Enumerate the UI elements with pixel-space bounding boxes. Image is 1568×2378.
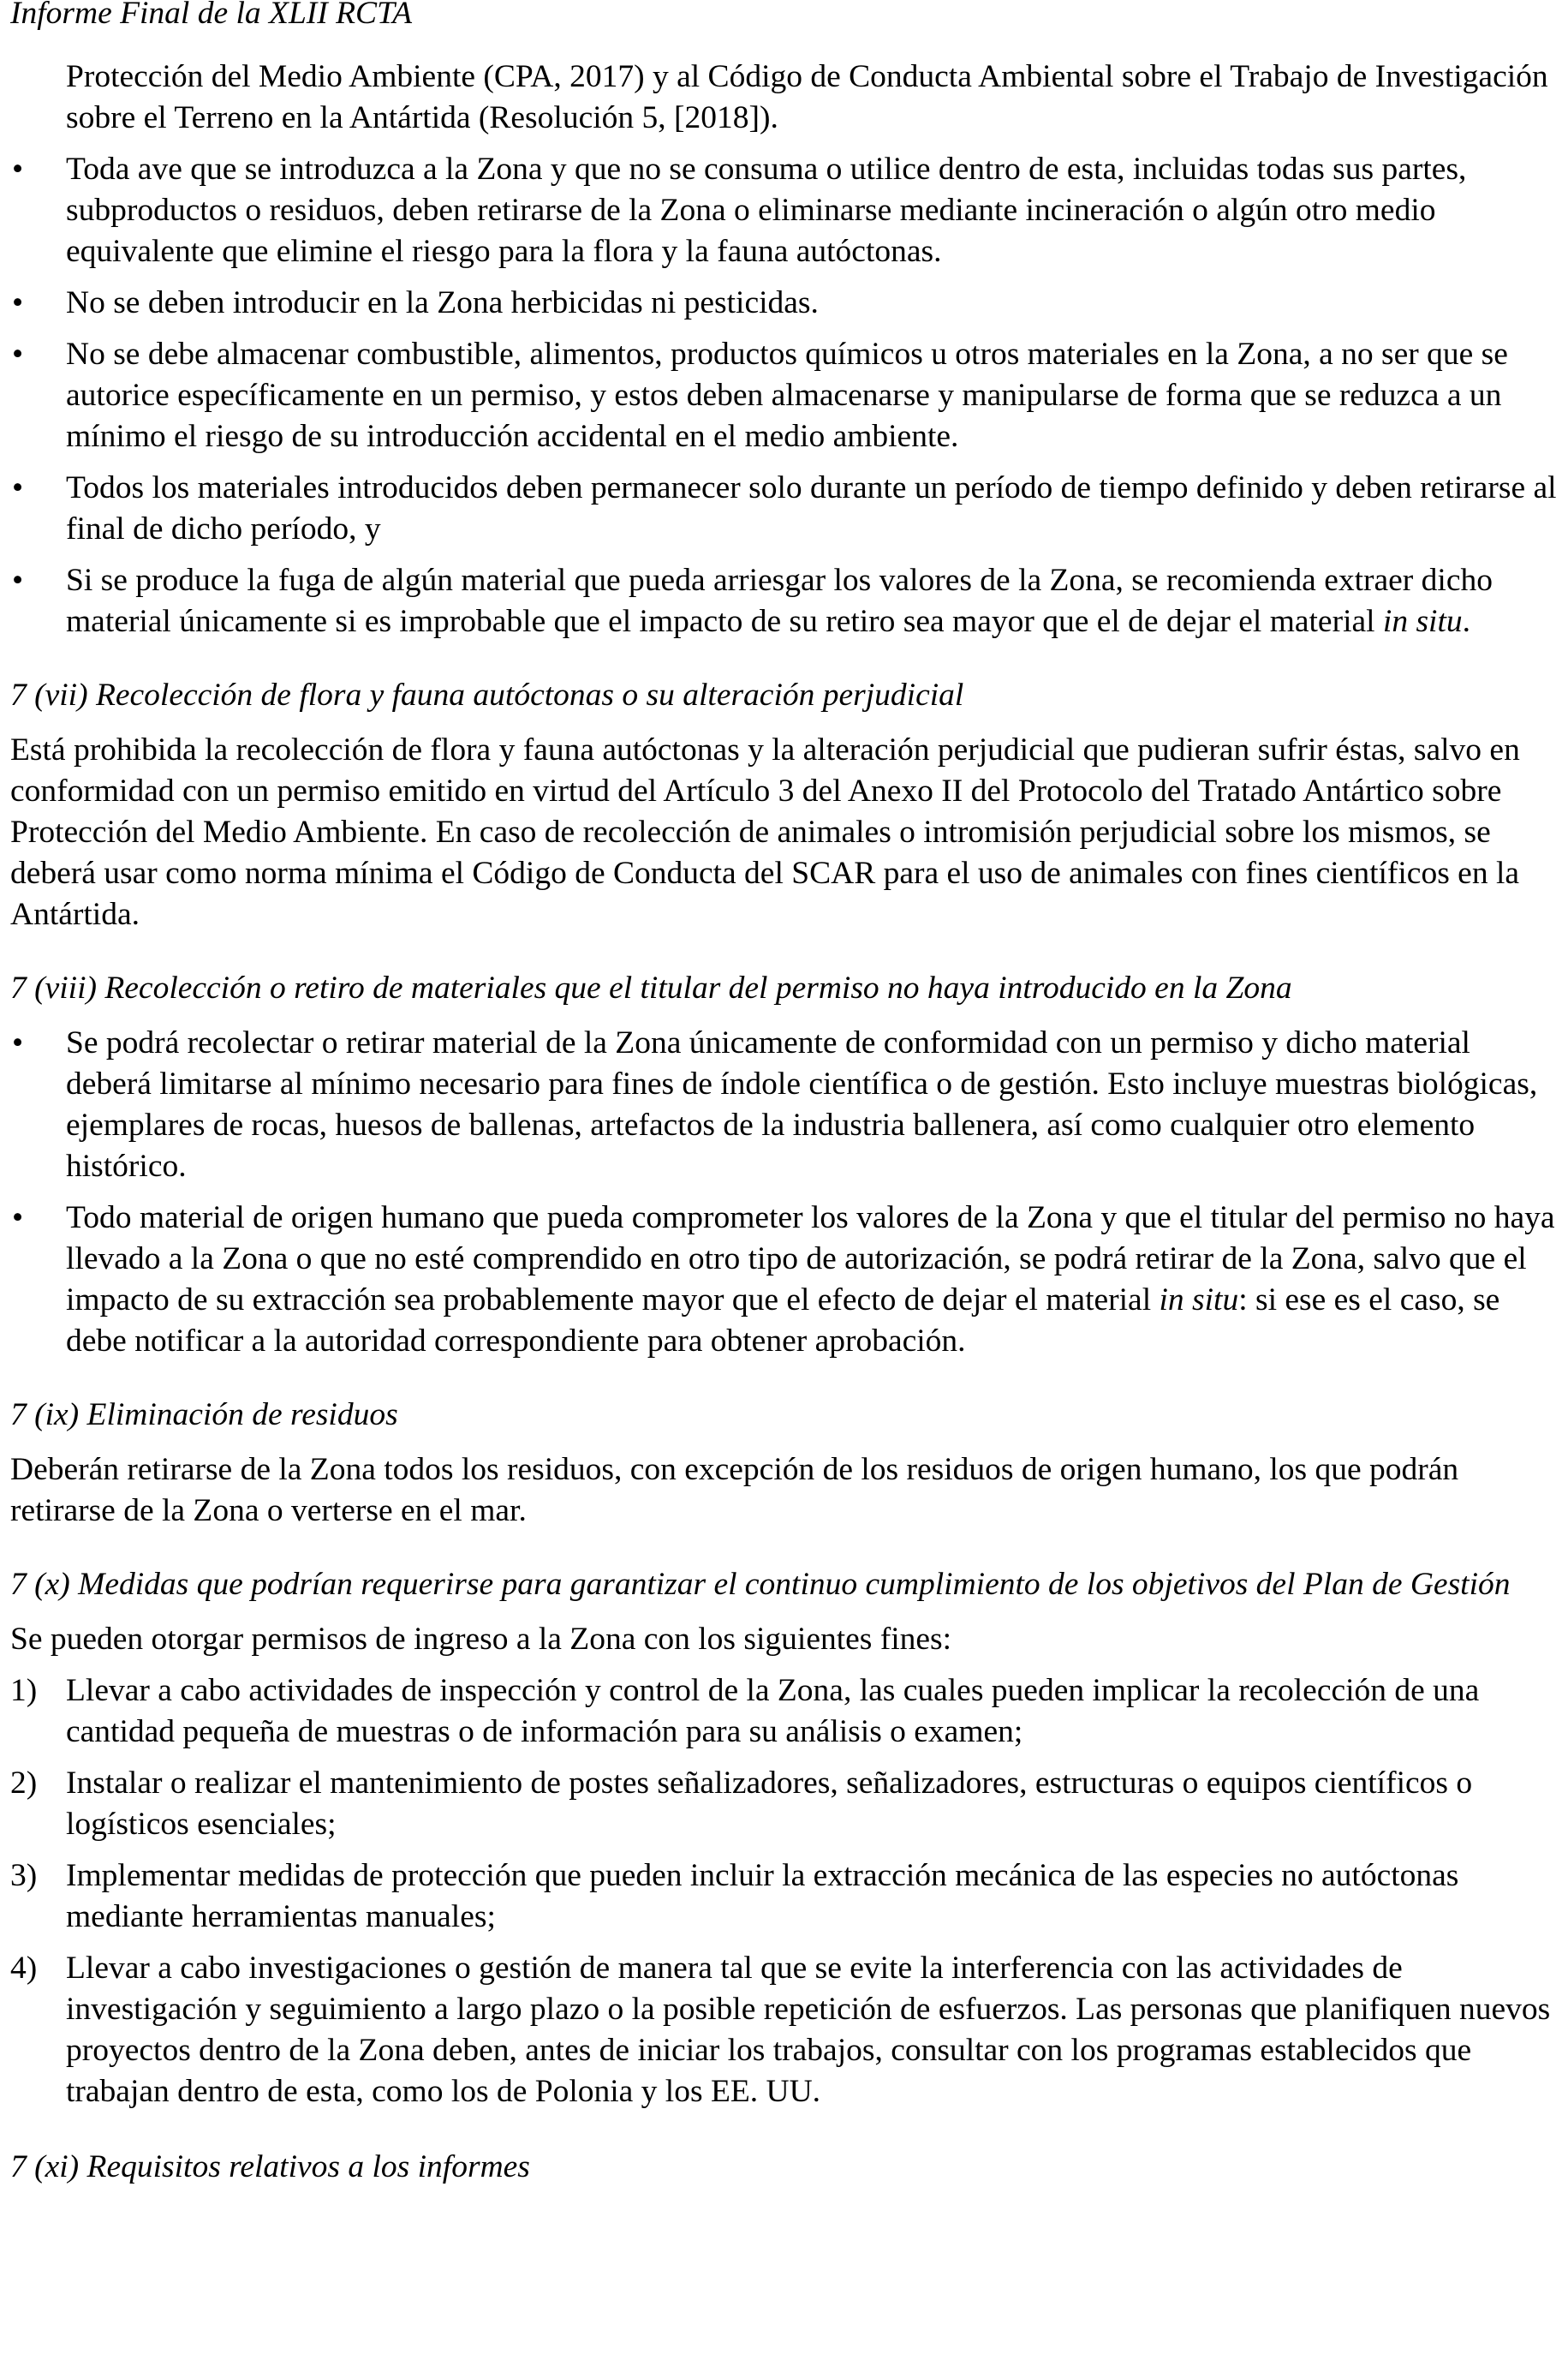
item-text: Llevar a cabo investigaciones o gestión de manera tal que se evite la interferencia con las actividades de investigación y seguimiento a largo plazo o la posible repetición de esfuerzos. Las personas que planifiquen nuevos proyectos dentro de la Zona deben, antes de iniciar los trabajos, consultar con los programas establecidos que trabajan dentro de esta, como los de Polonia y los EE. UU.	[66, 1951, 1551, 2109]
bullet-item: • Se podrá recolectar o retirar material de la Zona únicamente de conformidad con un permiso y dicho material deberá limitarse al mínimo necesario para fines de índole científica o de gestión. Esto incluye muestras biológicas, ejemplares de rocas, huesos de ballenas, artefactos de la industria ballenera, así como cualquier otro elemento histórico.	[10, 1023, 1560, 1187]
section-x-intro: Se pueden otorgar permisos de ingreso a la Zona con los siguientes fines:	[10, 1622, 952, 1657]
item-text: Llevar a cabo actividades de inspección y control de la Zona, las cuales pueden implicar la recolección de una cantidad pequeña de muestras o de información para su análisis o examen;	[66, 1673, 1480, 1749]
item-number: 4)	[10, 1951, 38, 1986]
numbered-item	[10, 1670, 1560, 1753]
bullet-item: • Todos los materiales introducidos deben permanecer solo durante un período de tiempo definido y deben retirarse al final de dicho período, y	[10, 468, 1560, 550]
item-number: 1)	[10, 1673, 38, 1708]
section-heading-x: 7 (x) Medidas que podrían requerirse para garantizar el continuo cumplimiento de los objetivos del Plan de Gestión	[10, 1567, 1511, 1602]
numbered-item	[10, 1763, 1560, 1845]
numbered-list-purposes	[10, 1670, 1560, 2112]
bullet-item	[10, 1198, 1560, 1362]
section-vii-paragraph: Está prohibida la recolección de flora y fauna autóctonas y la alteración perjudicial que pudieran sufrir éstas, salvo en conformidad con un permiso emitido en virtud del Artículo 3 del Anexo II del Protocolo del Tratado Antártico sobre Protección del Medio Ambiente. En caso de recolección de animales o intromisión perjudicial sobre los mismos, se deberá usar como norma mínima el Código de Conducta del SCAR para el uso de animales con fines científicos en la Antártida.	[10, 732, 1520, 932]
document-page	[10, 0, 1560, 2202]
bullet-text: Todo material de origen humano que pueda comprometer los valores de la Zona y que el titular del permiso no haya llevado a la Zona o que no esté comprendido en otro tipo de autorización, se podrá retirar de la Zona, salvo que el impacto de su extracción sea probablemente mayor que el efecto de dejar el material	[66, 1200, 1555, 1317]
numbered-item	[10, 1948, 1560, 2112]
italic-term: in situ	[1159, 1282, 1239, 1317]
bullet-text: : si ese es el caso, se debe notificar a la autoridad correspondiente para obtener aprobación.	[66, 1282, 1500, 1359]
section-heading-ix: 7 (ix) Eliminación de residuos	[10, 1397, 398, 1432]
section-heading-viii: 7 (viii) Recolección o retiro de materiales que el titular del permiso no haya introducido en la Zona	[10, 971, 1292, 1006]
bullet-item: • No se debe almacenar combustible, alimentos, productos químicos u otros materiales en la Zona, a no ser que se autorice específicamente en un permiso, y estos deben almacenarse y manipularse de forma que se reduzca a un mínimo el riesgo de su introducción accidental en el medio ambiente.	[10, 334, 1560, 457]
intro-continuation: Protección del Medio Ambiente (CPA, 2017) y al Código de Conducta Ambiental sobre el Trabajo de Investigación sobre el Terreno en la Antártida (Resolución 5, [2018]).	[66, 59, 1548, 135]
bullet-list-collection	[10, 1023, 1560, 1362]
bullet-item	[10, 560, 1560, 642]
item-number: 3)	[10, 1858, 38, 1893]
numbered-item	[10, 1855, 1560, 1938]
section-ix-paragraph: Deberán retirarse de la Zona todos los residuos, con excepción de los residuos de origen humano, los que podrán retirarse de la Zona o verterse en el mar.	[10, 1452, 1459, 1528]
section-heading-vii: 7 (vii) Recolección de flora y fauna autóctonas o su alteración perjudicial	[10, 678, 964, 713]
bullet-text: .	[1462, 604, 1471, 639]
italic-term: in situ	[1382, 604, 1463, 639]
item-text: Instalar o realizar el mantenimiento de postes señalizadores, señalizadores, estructuras o equipos científicos o logísticos esenciales;	[66, 1766, 1473, 1842]
bullet-item: • No se deben introducir en la Zona herbicidas ni pesticidas.	[10, 283, 1560, 324]
running-header: Informe Final de la XLII RCTA	[10, 0, 413, 31]
bullet-list-materials	[10, 149, 1560, 642]
item-text: Implementar medidas de protección que pueden incluir la extracción mecánica de las especies no autóctonas mediante herramientas manuales;	[66, 1858, 1459, 1934]
section-heading-xi: 7 (xi) Requisitos relativos a los informes	[10, 2149, 530, 2184]
bullet-text: Si se produce la fuga de algún material que pueda arriesgar los valores de la Zona, se recomienda extraer dicho material únicamente si es improbable que el impacto de su retiro sea mayor que el de dejar el material	[66, 563, 1493, 639]
bullet-item: • Toda ave que se introduzca a la Zona y que no se consuma o utilice dentro de esta, incluidas todas sus partes, subproductos o residuos, deben retirarse de la Zona o eliminarse mediante incineración o algún otro medio equivalente que elimine el riesgo para la flora y la fauna autóctonas.	[10, 149, 1560, 272]
item-number: 2)	[10, 1766, 38, 1801]
